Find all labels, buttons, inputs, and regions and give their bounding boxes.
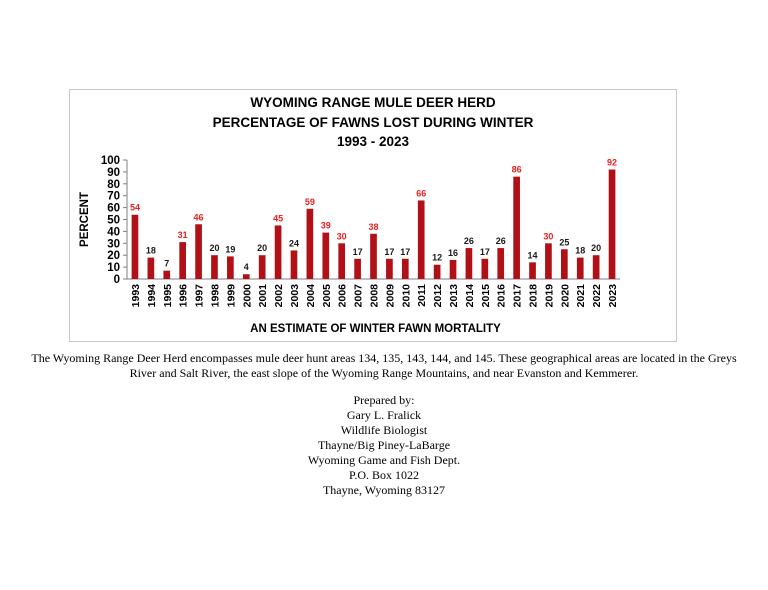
y-tick-label: 70 bbox=[107, 190, 120, 203]
bar bbox=[227, 256, 234, 279]
data-label: 24 bbox=[288, 238, 299, 249]
bar bbox=[450, 260, 457, 279]
bar bbox=[179, 242, 186, 279]
bar bbox=[307, 209, 314, 279]
data-label: 19 bbox=[225, 244, 236, 255]
caption-text: The Wyoming Range Deer Herd encompasses mule deer hunt areas 134, 135, 143, 144, and 145. These geographical areas are located in the Greys River and Salt River, the east slope of the Wyoming Range Mountains, and near Evanston and Kemmerer. bbox=[31, 351, 737, 380]
y-tick-label: 0 bbox=[113, 274, 120, 286]
bar bbox=[418, 200, 425, 279]
x-tick-label: 2011 bbox=[416, 284, 429, 307]
bar bbox=[163, 271, 170, 279]
credits-city: Thayne, Wyoming 83127 bbox=[322, 483, 446, 497]
bar bbox=[513, 177, 520, 279]
credits-author-title: Wildlife Biologist bbox=[340, 423, 428, 437]
data-label: 54 bbox=[129, 202, 140, 213]
data-label: 12 bbox=[432, 252, 443, 263]
bar bbox=[259, 255, 266, 279]
x-tick-label: 1993 bbox=[129, 284, 142, 308]
bar bbox=[545, 243, 552, 279]
bar bbox=[402, 259, 409, 279]
chart-title-line-3: 1993 - 2023 bbox=[336, 134, 410, 149]
data-label: 30 bbox=[543, 231, 554, 242]
x-tick-label: 1998 bbox=[209, 284, 222, 308]
data-label: 30 bbox=[336, 231, 347, 242]
y-tick-label: 50 bbox=[107, 214, 120, 227]
chart-title bbox=[70, 93, 676, 152]
data-label: 7 bbox=[164, 258, 170, 269]
data-label: 20 bbox=[209, 243, 220, 254]
data-label: 20 bbox=[257, 243, 268, 254]
bar bbox=[322, 233, 329, 279]
x-tick-label: 2021 bbox=[575, 284, 588, 308]
x-tick-label: 2018 bbox=[527, 284, 540, 308]
data-label: 16 bbox=[448, 247, 459, 258]
credits-po-box: P.O. Box 1022 bbox=[348, 468, 419, 482]
x-tick-label: 1999 bbox=[225, 284, 238, 308]
bar bbox=[561, 249, 568, 279]
data-label: 45 bbox=[273, 213, 284, 224]
bar bbox=[132, 215, 139, 279]
x-tick-label: 2019 bbox=[543, 284, 556, 308]
data-label: 17 bbox=[400, 246, 411, 257]
x-tick-label: 1995 bbox=[161, 284, 174, 308]
bar bbox=[195, 224, 202, 279]
y-tick-label: 20 bbox=[107, 250, 120, 263]
bar bbox=[577, 258, 584, 279]
data-label: 86 bbox=[511, 164, 522, 175]
bar bbox=[529, 262, 536, 279]
x-tick-label: 2001 bbox=[257, 284, 270, 308]
data-label: 18 bbox=[145, 245, 156, 256]
x-tick-label: 2012 bbox=[432, 284, 445, 308]
bar bbox=[609, 170, 616, 279]
data-label: 17 bbox=[479, 246, 490, 257]
bar bbox=[434, 265, 441, 279]
data-label: 46 bbox=[193, 212, 204, 223]
bar bbox=[593, 255, 600, 279]
x-tick-label: 1996 bbox=[177, 284, 190, 308]
x-tick-label: 2022 bbox=[591, 284, 604, 308]
x-tick-label: 2016 bbox=[495, 284, 508, 308]
data-label: 26 bbox=[463, 236, 474, 247]
bar bbox=[497, 248, 504, 279]
x-tick-label: 2020 bbox=[559, 284, 572, 308]
credits-block bbox=[0, 393, 768, 498]
bar bbox=[275, 225, 282, 279]
data-label: 20 bbox=[591, 243, 602, 254]
x-tick-label: 2006 bbox=[336, 284, 349, 308]
y-tick-label: 90 bbox=[107, 166, 120, 179]
x-tick-label: 2005 bbox=[320, 284, 333, 308]
x-tick-label: 1997 bbox=[193, 284, 206, 308]
y-axis-label: PERCENT bbox=[79, 192, 91, 247]
data-label: 92 bbox=[607, 157, 618, 168]
x-tick-label: 2010 bbox=[400, 284, 413, 308]
data-label: 17 bbox=[352, 246, 363, 257]
x-tick-label: 2002 bbox=[273, 284, 286, 308]
bar bbox=[370, 234, 377, 279]
bar bbox=[354, 259, 361, 279]
bar bbox=[243, 274, 250, 279]
data-label: 38 bbox=[368, 221, 379, 232]
x-tick-label: 2007 bbox=[352, 284, 365, 308]
x-tick-label: 2003 bbox=[288, 284, 301, 308]
x-tick-label: 2009 bbox=[384, 284, 397, 308]
x-tick-label: 2023 bbox=[607, 284, 620, 308]
bar bbox=[466, 248, 473, 279]
data-label: 18 bbox=[575, 245, 586, 256]
credits-author-name: Gary L. Fralick bbox=[346, 408, 422, 422]
x-tick-label: 2014 bbox=[463, 284, 476, 308]
credits-agency: Wyoming Game and Fish Dept. bbox=[307, 453, 461, 467]
bar bbox=[291, 250, 298, 279]
x-tick-label: 2008 bbox=[368, 284, 381, 308]
data-label: 17 bbox=[384, 246, 395, 257]
x-tick-label: 2013 bbox=[448, 284, 461, 308]
bar bbox=[148, 258, 155, 279]
bar bbox=[211, 255, 218, 279]
chart-container bbox=[69, 89, 677, 342]
x-tick-label: 2000 bbox=[241, 284, 254, 308]
y-tick-label: 30 bbox=[107, 238, 120, 251]
x-tick-label: 2004 bbox=[304, 284, 317, 308]
x-axis-label: AN ESTIMATE OF WINTER FAWN MORTALITY bbox=[250, 323, 501, 335]
data-label: 14 bbox=[527, 250, 538, 261]
bar bbox=[338, 243, 345, 279]
data-label: 25 bbox=[559, 237, 570, 248]
bar bbox=[386, 259, 393, 279]
chart-title-line-2: PERCENTAGE OF FAWNS LOST DURING WINTER bbox=[212, 114, 534, 130]
x-tick-label: 1994 bbox=[145, 284, 158, 308]
y-tick-label: 10 bbox=[107, 262, 120, 275]
data-label: 4 bbox=[243, 262, 249, 273]
x-tick-label: 2015 bbox=[479, 284, 492, 308]
x-tick-label: 2017 bbox=[511, 284, 524, 308]
credits-office: Thayne/Big Piney-LaBarge bbox=[317, 438, 451, 452]
y-tick-label: 100 bbox=[100, 155, 120, 167]
data-label: 39 bbox=[320, 220, 331, 231]
chart-title-line-1: WYOMING RANGE MULE DEER HERD bbox=[250, 95, 496, 110]
data-label: 31 bbox=[177, 230, 188, 241]
data-label: 26 bbox=[495, 236, 506, 247]
data-label: 66 bbox=[416, 188, 427, 199]
y-tick-label: 80 bbox=[107, 178, 120, 191]
bar bbox=[481, 259, 488, 279]
credits-prepared-by: Prepared by: bbox=[353, 393, 415, 407]
y-tick-label: 40 bbox=[107, 226, 120, 239]
y-tick-label: 60 bbox=[107, 202, 120, 215]
data-label: 59 bbox=[304, 196, 315, 207]
